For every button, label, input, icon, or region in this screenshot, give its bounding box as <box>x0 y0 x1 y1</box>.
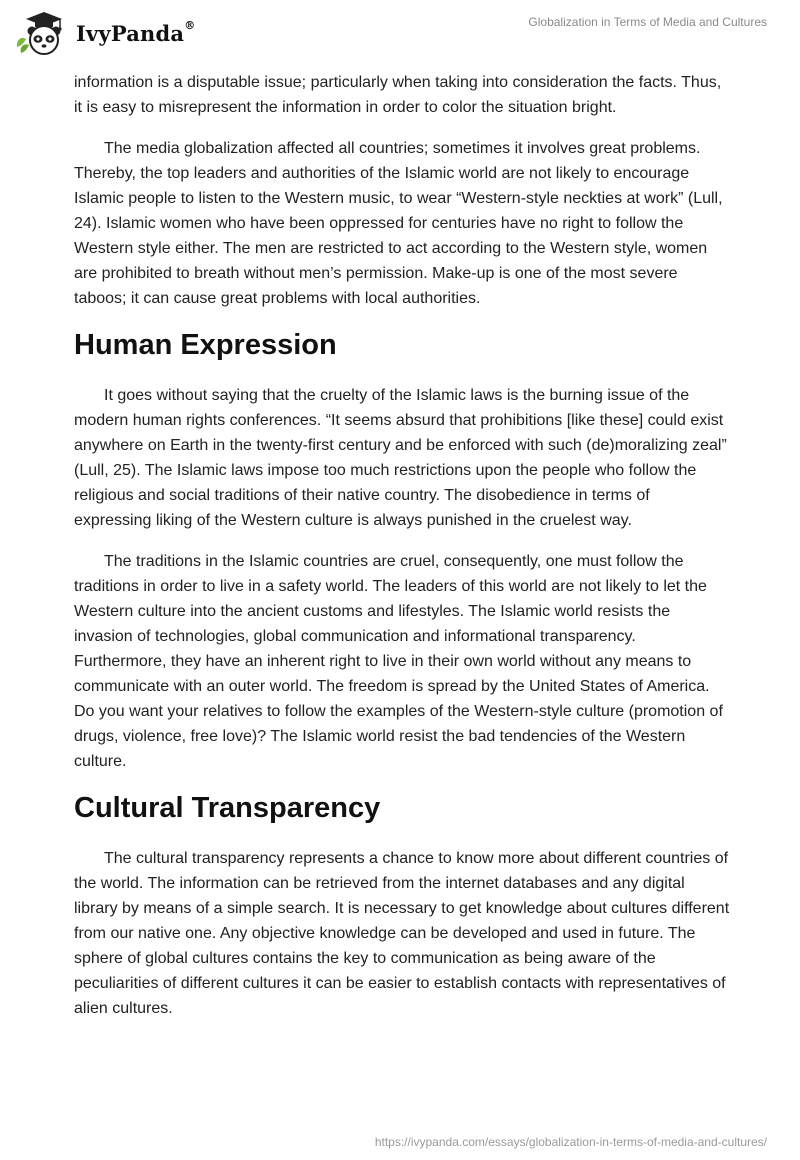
paragraph: The cultural transparency represents a chance to know more about different countries of the world. The information can be retrieved from the internet databases and any digital library by means of a simple search. It is necessary to get knowledge about cultures different from our native one. Any objective knowledge can be developed and used in future. The sphere of global cultures contains the key to communication as being aware of the peculiarities of different cultures it can be easier to establish contacts with representatives of alien cultures. <box>74 850 730 1017</box>
paragraph: It goes without saying that the cruelty of the Islamic laws is the burning issue of the modern human rights conferences. “It seems absurd that prohibitions [like these] could exist anywhere on Earth in the twenty-first century and be enforced with such (de)moralizing zeal” (Lull, 25). The Islamic laws impose too much restrictions upon the people who follow the religious and social traditions of their native country. The disobedience in terms of expressing liking of the Western culture is always punished in the cruelest way. <box>74 387 727 529</box>
section-heading-human-expression: Human Expression <box>74 329 337 361</box>
paragraph: The traditions in the Islamic countries are cruel, consequently, one must follow the traditions in order to live in a safety world. The leaders of this world are not likely to let the Western culture into the ancient customs and lifestyles. The Islamic world resists the invasion of technologies, global communication and informational transparency. Furthermore, they have an inherent right to live in their own world without any means to communicate with an outer world. The freedom is spread by the United States of America. Do you want your relatives to follow the examples of the Western-style culture (promotion of drugs, violence, free love)? The Islamic world resist the bad tendencies of the Western culture. <box>74 553 723 770</box>
document-title: Globalization in Terms of Media and Cultures <box>528 15 767 29</box>
section-heading-cultural-transparency: Cultural Transparency <box>74 792 381 824</box>
essay-body <box>74 70 730 1037</box>
source-url-link[interactable]: https://ivypanda.com/essays/globalization-in-terms-of-media-and-cultures/ <box>374 1135 767 1149</box>
panda-logo-icon <box>14 9 68 57</box>
brand-name: IvyPanda® <box>76 18 196 46</box>
page-header <box>0 0 800 72</box>
ivypanda-logo[interactable] <box>14 9 195 57</box>
paragraph: information is a disputable issue; particularly when taking into consideration the facts. Thus, it is easy to misrepresent the information in order to color the situation bright. <box>74 74 722 116</box>
paragraph: The media globalization affected all countries; sometimes it involves great problems. Thereby, the top leaders and authorities of the Islamic world are not likely to encourage Islamic people to listen to the Western music, to wear “Western-style neckties at work” (Lull, 24). Islamic women who have been oppressed for centuries have no right to follow the Western style either. The men are restricted to act according to the Western style, women are prohibited to breath without men’s permission. Make-up is one of the most severe taboos; it can cause great problems with local authorities. <box>74 140 723 307</box>
